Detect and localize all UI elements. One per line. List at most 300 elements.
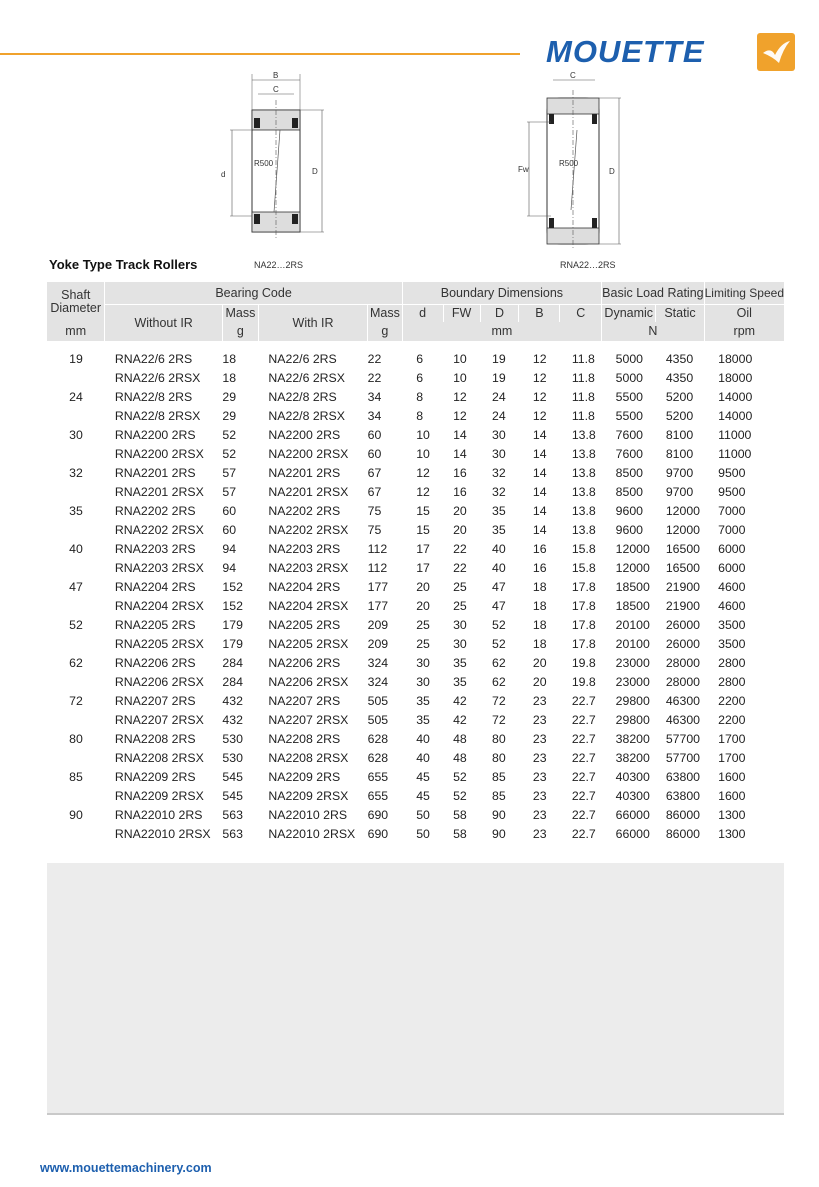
cell-bearing-with-ir: NA2209 2RS — [268, 770, 341, 784]
table-row — [47, 502, 784, 521]
cell-mass-without-ir: 60 — [222, 504, 237, 518]
cell-mass-with-ir: 112 — [367, 542, 388, 556]
cell-load-static: 8100 — [665, 447, 694, 461]
cell-speed-oil: 3500 — [718, 637, 746, 651]
without-ir-header: Without IR — [105, 305, 222, 342]
cell-bearing-without-ir: RNA2205 2RSX — [114, 637, 204, 651]
cell-mass-with-ir: 75 — [367, 523, 382, 537]
cell-bearing-without-ir: RNA2203 2RSX — [114, 561, 204, 575]
cell-load-dynamic: 20100 — [615, 618, 650, 632]
cell-dim-c: 15.8 — [571, 542, 596, 556]
cell-dim-fw: 30 — [453, 637, 467, 651]
table-row — [47, 654, 784, 673]
cell-bearing-with-ir: NA22/6 2RS — [268, 352, 337, 366]
cell-dim-fw: 20 — [453, 504, 467, 518]
cell-dim-outer-d: 90 — [492, 827, 506, 841]
dim-c-label-2: C — [570, 71, 576, 80]
cell-dim-b: 12 — [532, 390, 547, 404]
cell-load-dynamic: 7600 — [615, 428, 644, 442]
cell-load-dynamic: 40300 — [615, 789, 650, 803]
cell-bearing-with-ir: NA2202 2RSX — [268, 523, 349, 537]
n-unit: N — [602, 322, 704, 341]
cell-dim-fw: 10 — [453, 352, 467, 366]
cell-mass-without-ir: 432 — [222, 694, 243, 708]
cell-dim-d: 35 — [416, 713, 430, 727]
cell-bearing-without-ir: RNA2206 2RSX — [114, 675, 204, 689]
load-rating-header: Basic Load Rating — [602, 282, 704, 305]
cell-speed-oil: 14000 — [718, 409, 753, 423]
cell-mass-with-ir: 209 — [367, 637, 389, 651]
cell-dim-fw: 20 — [453, 523, 467, 537]
cell-mass-without-ir: 57 — [222, 466, 237, 480]
cell-shaft-diameter: 32 — [69, 466, 83, 480]
cell-bearing-without-ir: RNA2204 2RSX — [114, 599, 204, 613]
cell-dim-d: 8 — [416, 390, 424, 404]
cell-dim-b: 18 — [532, 637, 547, 651]
cell-mass-with-ir: 505 — [367, 694, 389, 708]
cell-bearing-with-ir: NA2204 2RS — [268, 580, 341, 594]
cell-shaft-diameter: 52 — [69, 618, 83, 632]
cell-bearing-with-ir: NA2201 2RSX — [268, 485, 349, 499]
cell-mass-without-ir: 152 — [222, 580, 243, 594]
cell-speed-oil: 11000 — [718, 428, 752, 442]
cell-mass-without-ir: 29 — [222, 409, 237, 423]
cell-dim-d: 20 — [416, 580, 430, 594]
cell-dim-d: 17 — [416, 542, 430, 556]
cell-shaft-diameter — [47, 825, 105, 844]
table-row — [47, 730, 784, 749]
table-row — [47, 692, 784, 711]
cell-shaft-diameter: 80 — [69, 732, 83, 746]
cell-speed-oil: 1700 — [718, 751, 746, 765]
cell-bearing-without-ir: RNA2207 2RSX — [114, 713, 204, 727]
cell-dim-d: 15 — [416, 523, 430, 537]
cell-mass-with-ir: 67 — [367, 466, 382, 480]
cell-speed-oil: 2200 — [718, 694, 746, 708]
cell-mass-without-ir: 94 — [222, 542, 237, 556]
cell-mass-with-ir: 690 — [367, 827, 389, 841]
cell-bearing-without-ir: RNA2208 2RSX — [114, 751, 204, 765]
cell-load-static: 86000 — [665, 808, 701, 822]
cell-mass-without-ir: 545 — [222, 789, 243, 803]
cell-load-dynamic: 5500 — [615, 409, 644, 423]
cell-mass-without-ir: 545 — [222, 770, 243, 784]
cell-bearing-with-ir: NA22/6 2RSX — [268, 371, 345, 385]
cell-dim-c: 17.8 — [571, 618, 596, 632]
cell-bearing-without-ir: RNA2200 2RS — [114, 428, 196, 442]
cell-load-static: 28000 — [665, 656, 701, 670]
cell-mass-with-ir: 112 — [367, 561, 388, 575]
cell-dim-c: 13.8 — [571, 447, 596, 461]
cell-speed-oil: 2800 — [718, 675, 746, 689]
cell-load-dynamic: 20100 — [615, 637, 650, 651]
cell-load-static: 26000 — [665, 637, 701, 651]
cell-dim-outer-d: 24 — [492, 409, 506, 423]
cell-mass-with-ir: 690 — [367, 808, 389, 822]
cell-dim-d: 25 — [416, 637, 430, 651]
cell-dim-outer-d: 47 — [492, 599, 506, 613]
cell-bearing-without-ir: RNA22010 2RS — [114, 808, 203, 822]
c-header: C — [560, 305, 602, 323]
cell-bearing-with-ir: NA2207 2RSX — [268, 713, 349, 727]
cell-speed-oil: 4600 — [718, 599, 746, 613]
mass-header-2: Mass — [368, 305, 403, 323]
cell-mass-with-ir: 60 — [367, 447, 382, 461]
cell-dim-fw: 58 — [453, 827, 467, 841]
cell-shaft-diameter: 24 — [69, 390, 83, 404]
cell-bearing-with-ir: NA2202 2RS — [268, 504, 341, 518]
cell-dim-fw: 12 — [453, 409, 467, 423]
cell-bearing-with-ir: NA2205 2RSX — [268, 637, 349, 651]
cell-dim-c: 22.7 — [571, 789, 596, 803]
cell-dim-outer-d: 19 — [492, 352, 506, 366]
fw-header: FW — [443, 305, 480, 323]
cell-dim-c: 22.7 — [571, 827, 596, 841]
cell-load-dynamic: 66000 — [615, 827, 650, 841]
cell-load-static: 63800 — [665, 770, 701, 784]
cell-shaft-diameter: 85 — [69, 770, 83, 784]
cell-mass-with-ir: 67 — [367, 485, 382, 499]
table-row — [47, 768, 784, 787]
cell-bearing-with-ir: NA2207 2RS — [268, 694, 341, 708]
notes-panel — [47, 863, 784, 1113]
table-row — [47, 711, 784, 730]
cell-mass-without-ir: 284 — [222, 656, 243, 670]
cell-dim-d: 20 — [416, 599, 430, 613]
cell-speed-oil: 6000 — [718, 561, 746, 575]
cell-dim-outer-d: 32 — [492, 485, 506, 499]
cell-dim-fw: 48 — [453, 751, 467, 765]
cell-shaft-diameter — [47, 559, 105, 578]
cell-dim-c: 13.8 — [571, 485, 596, 499]
cell-dim-b: 14 — [532, 504, 547, 518]
cell-dim-d: 15 — [416, 504, 430, 518]
cell-dim-d: 6 — [416, 352, 424, 366]
notes-divider — [47, 1113, 784, 1115]
cell-dim-b: 14 — [532, 428, 547, 442]
cell-mass-without-ir: 57 — [222, 485, 237, 499]
spec-table-header — [47, 282, 784, 341]
cell-dim-d: 25 — [416, 618, 430, 632]
cell-shaft-diameter — [47, 407, 105, 426]
cell-dim-c: 22.7 — [571, 694, 596, 708]
mm-unit-shaft: mm — [47, 322, 105, 341]
table-row — [47, 407, 784, 426]
cell-mass-without-ir: 284 — [222, 675, 243, 689]
cell-mass-with-ir: 22 — [367, 352, 382, 366]
cell-bearing-without-ir: RNA22/6 2RSX — [114, 371, 201, 385]
cell-mass-without-ir: 432 — [222, 713, 243, 727]
table-row — [47, 749, 784, 768]
cell-dim-b: 12 — [532, 352, 547, 366]
cell-bearing-without-ir: RNA2202 2RSX — [114, 523, 204, 537]
rpm-unit: rpm — [704, 322, 784, 341]
cell-speed-oil: 7000 — [718, 523, 746, 537]
na22-2rs-drawing — [218, 70, 328, 260]
cell-shaft-diameter: 19 — [69, 352, 83, 366]
cell-mass-with-ir: 655 — [367, 770, 389, 784]
cell-dim-d: 40 — [416, 751, 430, 765]
cell-dim-d: 50 — [416, 808, 430, 822]
cell-dim-c: 13.8 — [571, 523, 596, 537]
cell-dim-outer-d: 62 — [492, 675, 506, 689]
table-row — [47, 464, 784, 483]
dim-d-label: d — [221, 170, 226, 179]
cell-dim-b: 18 — [532, 580, 547, 594]
cell-bearing-without-ir: RNA2205 2RS — [114, 618, 196, 632]
cell-load-static: 46300 — [665, 713, 701, 727]
cell-bearing-without-ir: RNA22/8 2RSX — [114, 409, 201, 423]
cell-dim-c: 11.8 — [571, 352, 595, 366]
cell-dim-c: 19.8 — [571, 656, 596, 670]
cell-bearing-with-ir: NA2204 2RSX — [268, 599, 349, 613]
cell-mass-with-ir: 177 — [367, 599, 389, 613]
cell-dim-b: 23 — [532, 770, 547, 784]
cell-shaft-diameter — [47, 749, 105, 768]
cell-load-dynamic: 8500 — [615, 466, 644, 480]
cell-mass-without-ir: 60 — [222, 523, 237, 537]
table-row — [47, 521, 784, 540]
cell-load-static: 16500 — [665, 561, 701, 575]
cell-dim-fw: 35 — [453, 675, 467, 689]
table-row — [47, 825, 784, 844]
cell-mass-without-ir: 52 — [222, 447, 237, 461]
cell-dim-d: 12 — [416, 485, 430, 499]
cell-dim-d: 10 — [416, 428, 430, 442]
table-row — [47, 445, 784, 464]
cell-dim-c: 11.8 — [571, 409, 595, 423]
cell-mass-without-ir: 18 — [222, 371, 237, 385]
cell-dim-c: 22.7 — [571, 751, 596, 765]
cell-dim-b: 14 — [532, 466, 547, 480]
cell-bearing-without-ir: RNA2207 2RS — [114, 694, 196, 708]
cell-speed-oil: 6000 — [718, 542, 746, 556]
cell-dim-c: 19.8 — [571, 675, 596, 689]
cell-bearing-with-ir: NA22/8 2RS — [268, 390, 337, 404]
cell-dim-fw: 58 — [453, 808, 467, 822]
cell-dim-c: 11.8 — [571, 371, 595, 385]
cell-mass-without-ir: 563 — [222, 827, 243, 841]
cell-speed-oil: 9500 — [718, 485, 746, 499]
cell-load-static: 9700 — [665, 485, 694, 499]
cell-dim-d: 6 — [416, 371, 424, 385]
dim-b-label: B — [273, 71, 279, 80]
cell-dim-outer-d: 52 — [492, 637, 506, 651]
cell-speed-oil: 11000 — [718, 447, 752, 461]
cell-shaft-diameter — [47, 635, 105, 654]
na22-caption: NA22…2RS — [254, 260, 304, 270]
spec-table — [47, 282, 784, 851]
cell-dim-fw: 35 — [453, 656, 467, 670]
cell-load-static: 28000 — [665, 675, 701, 689]
cell-dim-outer-d: 19 — [492, 371, 506, 385]
cell-load-dynamic: 12000 — [615, 561, 650, 575]
cell-bearing-with-ir: NA2205 2RS — [268, 618, 341, 632]
table-row — [47, 540, 784, 559]
cell-shaft-diameter: 40 — [69, 542, 83, 556]
cell-dim-d: 30 — [416, 656, 430, 670]
cell-load-static: 5200 — [665, 390, 694, 404]
cell-dim-outer-d: 35 — [492, 504, 506, 518]
cell-dim-outer-d: 72 — [492, 713, 506, 727]
cell-load-dynamic: 29800 — [615, 713, 650, 727]
table-row — [47, 616, 784, 635]
cell-speed-oil: 18000 — [718, 371, 753, 385]
cell-dim-outer-d: 35 — [492, 523, 506, 537]
cell-mass-with-ir: 628 — [367, 732, 389, 746]
cell-bearing-with-ir: NA2203 2RS — [268, 542, 341, 556]
cell-shaft-diameter — [47, 521, 105, 540]
cell-load-dynamic: 7600 — [615, 447, 644, 461]
cell-dim-outer-d: 85 — [492, 770, 506, 784]
cell-dim-d: 35 — [416, 694, 430, 708]
cell-dim-d: 8 — [416, 409, 424, 423]
cell-mass-with-ir: 34 — [367, 390, 382, 404]
cell-load-static: 86000 — [665, 827, 701, 841]
cell-load-static: 12000 — [665, 504, 701, 518]
cell-dim-c: 13.8 — [571, 466, 596, 480]
cell-dim-outer-d: 80 — [492, 751, 506, 765]
cell-dim-outer-d: 30 — [492, 428, 506, 442]
shaft-label: Shaft — [61, 288, 91, 302]
dim-fw-label: Fw — [518, 165, 529, 174]
cell-dim-fw: 52 — [453, 789, 467, 803]
spec-table-body — [47, 341, 784, 851]
header-accent-line — [0, 53, 520, 55]
cell-load-dynamic: 66000 — [615, 808, 650, 822]
outer-d-header: D — [480, 305, 519, 323]
cell-mass-with-ir: 655 — [367, 789, 389, 803]
cell-shaft-diameter: 72 — [69, 694, 83, 708]
cell-dim-b: 16 — [532, 542, 547, 556]
cell-shaft-diameter: 30 — [69, 428, 83, 442]
cell-dim-fw: 25 — [453, 580, 467, 594]
cell-dim-c: 13.8 — [571, 428, 596, 442]
oil-header: Oil — [704, 305, 784, 323]
cell-speed-oil: 4600 — [718, 580, 746, 594]
cell-dim-outer-d: 90 — [492, 808, 506, 822]
cell-shaft-diameter — [47, 445, 105, 464]
cell-load-static: 57700 — [665, 732, 701, 746]
cell-bearing-without-ir: RNA22/8 2RS — [114, 390, 193, 404]
boundary-header: Boundary Dimensions — [402, 282, 601, 305]
cell-dim-b: 16 — [532, 561, 547, 575]
cell-dim-outer-d: 32 — [492, 466, 506, 480]
cell-shaft-diameter: 35 — [69, 504, 83, 518]
diameter-label: Diameter — [50, 301, 102, 315]
cell-load-static: 63800 — [665, 789, 701, 803]
cell-dim-b: 12 — [532, 409, 547, 423]
cell-dim-d: 30 — [416, 675, 430, 689]
cell-load-dynamic: 5500 — [615, 390, 644, 404]
cell-load-dynamic: 29800 — [615, 694, 650, 708]
table-row — [47, 483, 784, 502]
cell-load-dynamic: 23000 — [615, 675, 650, 689]
cell-dim-b: 23 — [532, 694, 547, 708]
cell-load-static: 57700 — [665, 751, 701, 765]
cell-mass-without-ir: 94 — [222, 561, 237, 575]
cell-load-dynamic: 40300 — [615, 770, 650, 784]
cell-dim-d: 45 — [416, 789, 430, 803]
cell-dim-d: 50 — [416, 827, 430, 841]
cell-load-static: 16500 — [665, 542, 701, 556]
cell-load-dynamic: 8500 — [615, 485, 644, 499]
cell-dim-outer-d: 30 — [492, 447, 506, 461]
cell-dim-fw: 14 — [453, 447, 467, 461]
cell-shaft-diameter: 62 — [69, 656, 83, 670]
cell-load-dynamic: 18500 — [615, 599, 650, 613]
limiting-speed-header: Limiting Speed — [704, 282, 784, 305]
cell-dim-b: 23 — [532, 713, 547, 727]
cell-dim-c: 11.8 — [571, 390, 595, 404]
cell-speed-oil: 1600 — [718, 770, 746, 784]
cell-bearing-without-ir: RNA2202 2RS — [114, 504, 196, 518]
table-row — [47, 787, 784, 806]
cell-bearing-with-ir: NA2206 2RS — [268, 656, 341, 670]
cell-dim-outer-d: 62 — [492, 656, 506, 670]
cell-load-static: 4350 — [665, 352, 694, 366]
section-title: Yoke Type Track Rollers — [49, 257, 198, 272]
cell-load-dynamic: 18500 — [615, 580, 650, 594]
footer-website-link[interactable]: www.mouettemachinery.com — [40, 1161, 212, 1175]
table-row — [47, 426, 784, 445]
cell-mass-without-ir: 179 — [222, 637, 243, 651]
dim-outer-d-label-2: D — [609, 167, 615, 176]
cell-mass-without-ir: 179 — [222, 618, 243, 632]
cell-mass-with-ir: 505 — [367, 713, 389, 727]
cell-speed-oil: 2800 — [718, 656, 746, 670]
cell-dim-d: 40 — [416, 732, 430, 746]
cell-dim-fw: 14 — [453, 428, 467, 442]
cell-bearing-with-ir: NA22010 2RS — [268, 808, 348, 822]
d-header: d — [402, 305, 443, 323]
cell-bearing-with-ir: NA2208 2RSX — [268, 751, 349, 765]
cell-bearing-without-ir: RNA2206 2RS — [114, 656, 196, 670]
cell-bearing-without-ir: RNA22010 2RSX — [114, 827, 211, 841]
cell-load-dynamic: 38200 — [615, 751, 650, 765]
cell-mass-without-ir: 530 — [222, 732, 243, 746]
cell-shaft-diameter — [47, 787, 105, 806]
cell-dim-d: 17 — [416, 561, 430, 575]
table-row — [47, 806, 784, 825]
cell-bearing-with-ir: NA2208 2RS — [268, 732, 341, 746]
radius-label: R500 — [254, 159, 274, 168]
cell-dim-b: 18 — [532, 599, 547, 613]
cell-bearing-without-ir: RNA2209 2RSX — [114, 789, 204, 803]
cell-dim-outer-d: 80 — [492, 732, 506, 746]
cell-bearing-without-ir: RNA2209 2RS — [114, 770, 196, 784]
table-row — [47, 350, 784, 369]
cell-mass-with-ir: 75 — [367, 504, 382, 518]
cell-dim-c: 17.8 — [571, 580, 596, 594]
cell-load-static: 12000 — [665, 523, 701, 537]
bearing-code-header: Bearing Code — [105, 282, 402, 305]
cell-bearing-without-ir: RNA2203 2RS — [114, 542, 196, 556]
cell-mass-without-ir: 18 — [222, 352, 237, 366]
g-unit-1: g — [222, 322, 258, 341]
cell-load-dynamic: 9600 — [615, 504, 644, 518]
cell-bearing-with-ir: NA2201 2RS — [268, 466, 341, 480]
cell-speed-oil: 1700 — [718, 732, 746, 746]
radius-label-2: R500 — [559, 159, 579, 168]
static-header: Static — [656, 305, 704, 323]
cell-mass-with-ir: 628 — [367, 751, 389, 765]
cell-bearing-without-ir: RNA22/6 2RS — [114, 352, 193, 366]
cell-dim-fw: 30 — [453, 618, 467, 632]
cell-dim-b: 23 — [532, 751, 547, 765]
cell-speed-oil: 14000 — [718, 390, 753, 404]
cell-dim-c: 22.7 — [571, 770, 596, 784]
